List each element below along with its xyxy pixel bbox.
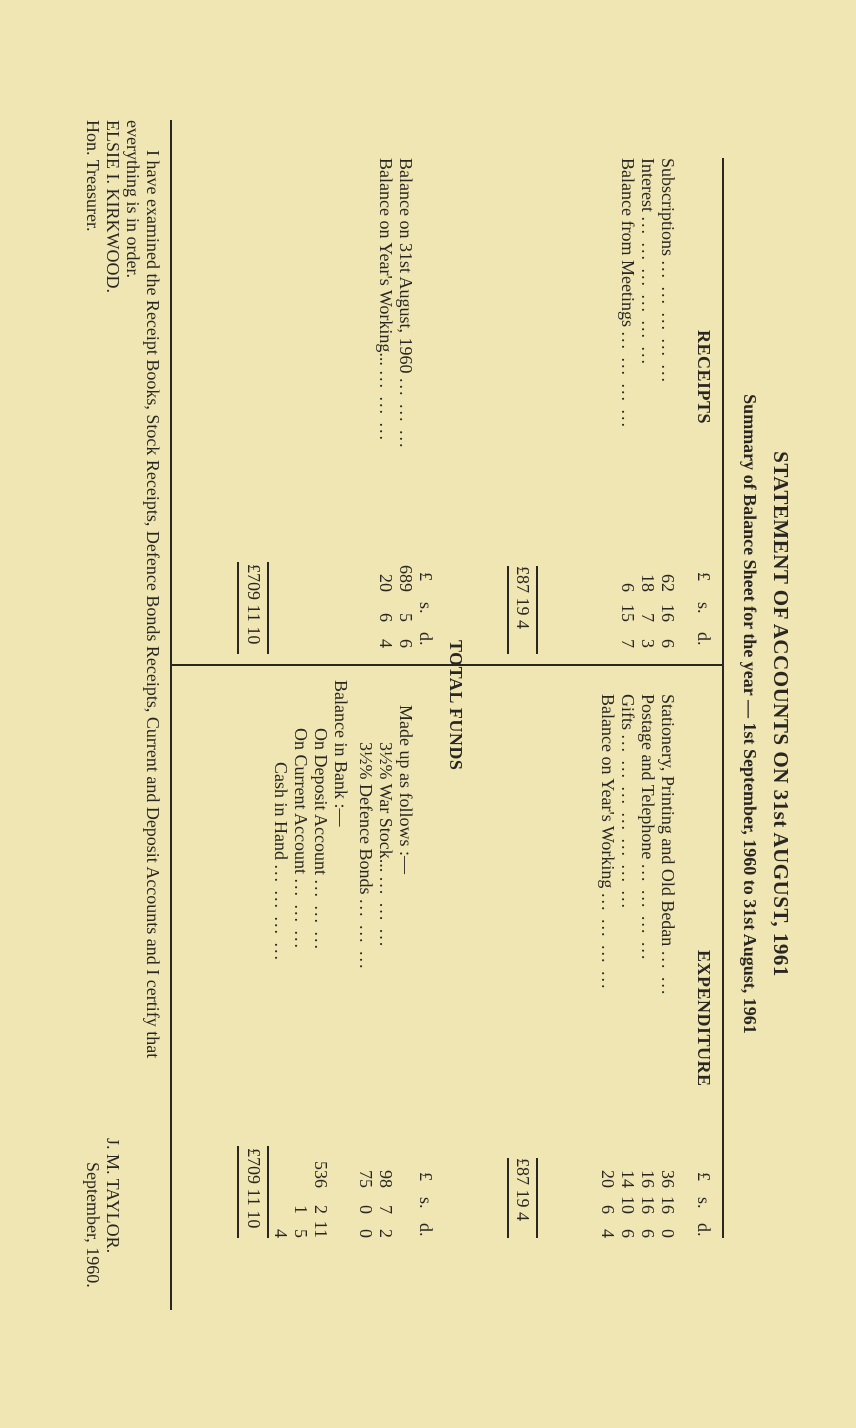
expenditure-pounds-header: £ bbox=[694, 1172, 714, 1181]
page-subtitle: Summary of Balance Sheet for the year — 1st September, 1960 to 31st August, 1961 bbox=[740, 394, 760, 1034]
expenditure-row-shillings: 16 bbox=[658, 1196, 678, 1214]
funds-investment-leader: ... ... ... bbox=[356, 898, 376, 971]
funds-left-total: £709 11 10 bbox=[244, 564, 264, 645]
expenditure-heading: EXPENDITURE bbox=[694, 950, 714, 1087]
funds-investment-row bbox=[355, 742, 376, 970]
receipts-pounds-header: £ bbox=[694, 572, 714, 581]
funds-left-row-pence: 4 bbox=[376, 639, 396, 648]
receipts-row-shillings: 15 bbox=[618, 604, 638, 622]
funds-right-total: £709 11 10 bbox=[244, 1148, 264, 1229]
funds-left-row-leader: ... ... ... bbox=[376, 370, 396, 442]
expenditure-row-pounds: 36 bbox=[658, 1170, 678, 1188]
receipts-row-pence: 7 bbox=[618, 639, 638, 648]
expenditure-row-pence: 4 bbox=[598, 1229, 618, 1238]
receipts-row-leader: ... ... ... ... ... ... bbox=[638, 216, 658, 366]
funds-left-row-label: Balance on Year's Working... bbox=[376, 158, 396, 366]
receipts-row-pence: 3 bbox=[638, 639, 658, 648]
receipts-row-label: Balance from Meetings bbox=[618, 158, 638, 327]
funds-investment-leader: ... ... ... bbox=[376, 876, 396, 949]
funds-right-shillings-header: s. bbox=[416, 1197, 436, 1209]
receipts-row bbox=[657, 158, 678, 384]
funds-bank-pence: 11 bbox=[311, 1220, 331, 1238]
expenditure-shillings-header: s. bbox=[694, 1197, 714, 1209]
funds-investment-label: 3½% War Stock... bbox=[376, 742, 396, 873]
funds-investment-pence: 0 bbox=[356, 1229, 376, 1238]
funds-bank-row bbox=[310, 728, 331, 951]
funds-investment-pounds: 98 bbox=[376, 1170, 396, 1188]
expenditure-row-leader: ... ... bbox=[658, 950, 678, 997]
auditor-date: September, 1960. bbox=[83, 1162, 103, 1288]
funds-left-row bbox=[395, 158, 416, 449]
funds-left-row-shillings: 6 bbox=[376, 613, 396, 622]
funds-right-pence-header: d. bbox=[416, 1223, 436, 1237]
funds-bank-leader: ... ... ... bbox=[291, 878, 311, 950]
receipts-total-rule-top bbox=[537, 566, 539, 654]
top-rule bbox=[723, 158, 725, 1238]
funds-left-row-leader: ... ... ... bbox=[396, 377, 416, 450]
receipts-row-shillings: 7 bbox=[638, 613, 658, 622]
expenditure-row-label: Balance on Year's Working bbox=[598, 694, 618, 889]
funds-left-row-pounds: 20 bbox=[376, 574, 396, 592]
receipts-pence-header: d. bbox=[694, 632, 714, 646]
expenditure-row-shillings: 16 bbox=[638, 1196, 658, 1214]
receipts-total: £87 19 4 bbox=[513, 566, 533, 629]
receipts-heading: RECEIPTS bbox=[694, 330, 714, 425]
expenditure-row-pence: 0 bbox=[658, 1229, 678, 1238]
funds-pounds-header: £ bbox=[416, 572, 436, 581]
funds-left-row-label: Balance on 31st August, 1960 bbox=[396, 158, 416, 374]
funds-right-total-rule-top bbox=[268, 1146, 270, 1238]
bank-label: Balance in Bank :— bbox=[331, 680, 351, 827]
receipts-row-label: Subscriptions bbox=[658, 158, 678, 257]
funds-shillings-header: s. bbox=[416, 602, 436, 614]
funds-investment-shillings: 7 bbox=[376, 1205, 396, 1214]
expenditure-total: £87 19 4 bbox=[513, 1158, 533, 1221]
funds-investment-shillings: 0 bbox=[356, 1205, 376, 1214]
funds-bank-pence: 5 bbox=[291, 1229, 311, 1238]
funds-bank-label: Cash in Hand bbox=[271, 762, 291, 860]
funds-bank-pounds: 536 bbox=[311, 1161, 331, 1188]
expenditure-total-rule-bottom bbox=[508, 1158, 510, 1238]
receipts-total-rule-bottom bbox=[508, 566, 510, 654]
expenditure-row-leader: ... ... ... ... ... ... ... bbox=[618, 734, 638, 910]
made-up-label: Made up as follows :— bbox=[396, 705, 416, 874]
funds-bank-label: On Deposit Account bbox=[311, 728, 331, 875]
receipts-row bbox=[617, 158, 638, 429]
expenditure-total-rule-top bbox=[537, 1158, 539, 1238]
funds-left-row bbox=[375, 158, 396, 442]
expenditure-row-pence: 6 bbox=[618, 1229, 638, 1238]
funds-bank-shillings: 2 bbox=[311, 1205, 331, 1214]
expenditure-row-label: Gifts bbox=[618, 694, 638, 730]
expenditure-pence-header: d. bbox=[694, 1223, 714, 1237]
expenditure-row bbox=[657, 694, 678, 996]
expenditure-row-pounds: 20 bbox=[598, 1170, 618, 1188]
receipts-row-leader: ... ... ... ... bbox=[618, 331, 638, 429]
funds-bank-leader: ... ... ... ... bbox=[271, 864, 291, 962]
funds-bank-shillings: 1 bbox=[291, 1205, 311, 1214]
funds-pence-header: d. bbox=[416, 632, 436, 646]
receipts-row-pounds: 6 bbox=[618, 583, 638, 592]
expenditure-row-pence: 6 bbox=[638, 1229, 658, 1238]
funds-right-total-rule-bottom bbox=[238, 1146, 240, 1238]
funds-investment-pence: 2 bbox=[376, 1229, 396, 1238]
expenditure-row-label: Stationery, Printing and Old Bedan bbox=[658, 694, 678, 947]
receipts-row-pounds: 18 bbox=[638, 574, 658, 592]
page-title: STATEMENT OF ACCOUNTS ON 31st AUGUST, 1961 bbox=[769, 451, 793, 977]
funds-bank-row bbox=[290, 728, 311, 950]
receipts-row-shillings: 16 bbox=[658, 604, 678, 622]
receipts-row bbox=[637, 158, 658, 366]
expenditure-row-label: Postage and Telephone bbox=[638, 694, 658, 860]
funds-left-total-rule-top bbox=[268, 562, 270, 654]
expenditure-row-shillings: 10 bbox=[618, 1196, 638, 1214]
bottom-rule bbox=[171, 120, 173, 1310]
funds-left-row-pence: 6 bbox=[396, 639, 416, 648]
expenditure-row bbox=[617, 694, 638, 910]
expenditure-row-leader: ... ... ... ... bbox=[598, 892, 618, 991]
receipts-row-pounds: 62 bbox=[658, 574, 678, 592]
expenditure-row bbox=[597, 694, 618, 990]
funds-right-pounds-header: £ bbox=[416, 1172, 436, 1181]
funds-bank-row bbox=[270, 762, 291, 962]
funds-bank-leader: ... ... ... bbox=[311, 879, 331, 951]
funds-left-row-pounds: 689 bbox=[396, 565, 416, 592]
receipts-row-pence: 6 bbox=[658, 639, 678, 648]
receipts-shillings-header: s. bbox=[694, 602, 714, 614]
funds-bank-label: On Current Account bbox=[291, 728, 311, 874]
funds-left-total-rule-bottom bbox=[238, 562, 240, 654]
certification-text: I have examined the Receipt Books, Stock Receipts, Defence Bonds Receipts, Current and Deposit Accounts and I certify that bbox=[143, 150, 163, 1059]
expenditure-row bbox=[637, 694, 658, 961]
funds-investment-label: 3½% Defence Bonds bbox=[356, 742, 376, 895]
funds-investment-pounds: 75 bbox=[356, 1170, 376, 1188]
funds-bank-pence: 4 bbox=[271, 1229, 291, 1238]
total-funds-heading: TOTAL FUNDS bbox=[446, 640, 466, 771]
receipts-row-leader: ... ... ... ... ... bbox=[658, 260, 678, 385]
funds-left-row-shillings: 5 bbox=[396, 613, 416, 622]
certification-text-continued: everything is in order. bbox=[123, 120, 143, 278]
expenditure-row-shillings: 6 bbox=[598, 1205, 618, 1214]
funds-investment-row bbox=[375, 742, 396, 948]
expenditure-row-pounds: 14 bbox=[618, 1170, 638, 1188]
receipts-row-label: Interest bbox=[638, 158, 658, 212]
expenditure-row-leader: ... ... ... ... bbox=[638, 863, 658, 962]
treasurer-name: ELSIE I. KIRKWOOD. bbox=[103, 120, 123, 293]
expenditure-row-pounds: 16 bbox=[638, 1170, 658, 1188]
treasurer-role: Hon. Treasurer. bbox=[83, 120, 103, 232]
auditor-name: J. M. TAYLOR. bbox=[103, 1138, 123, 1254]
